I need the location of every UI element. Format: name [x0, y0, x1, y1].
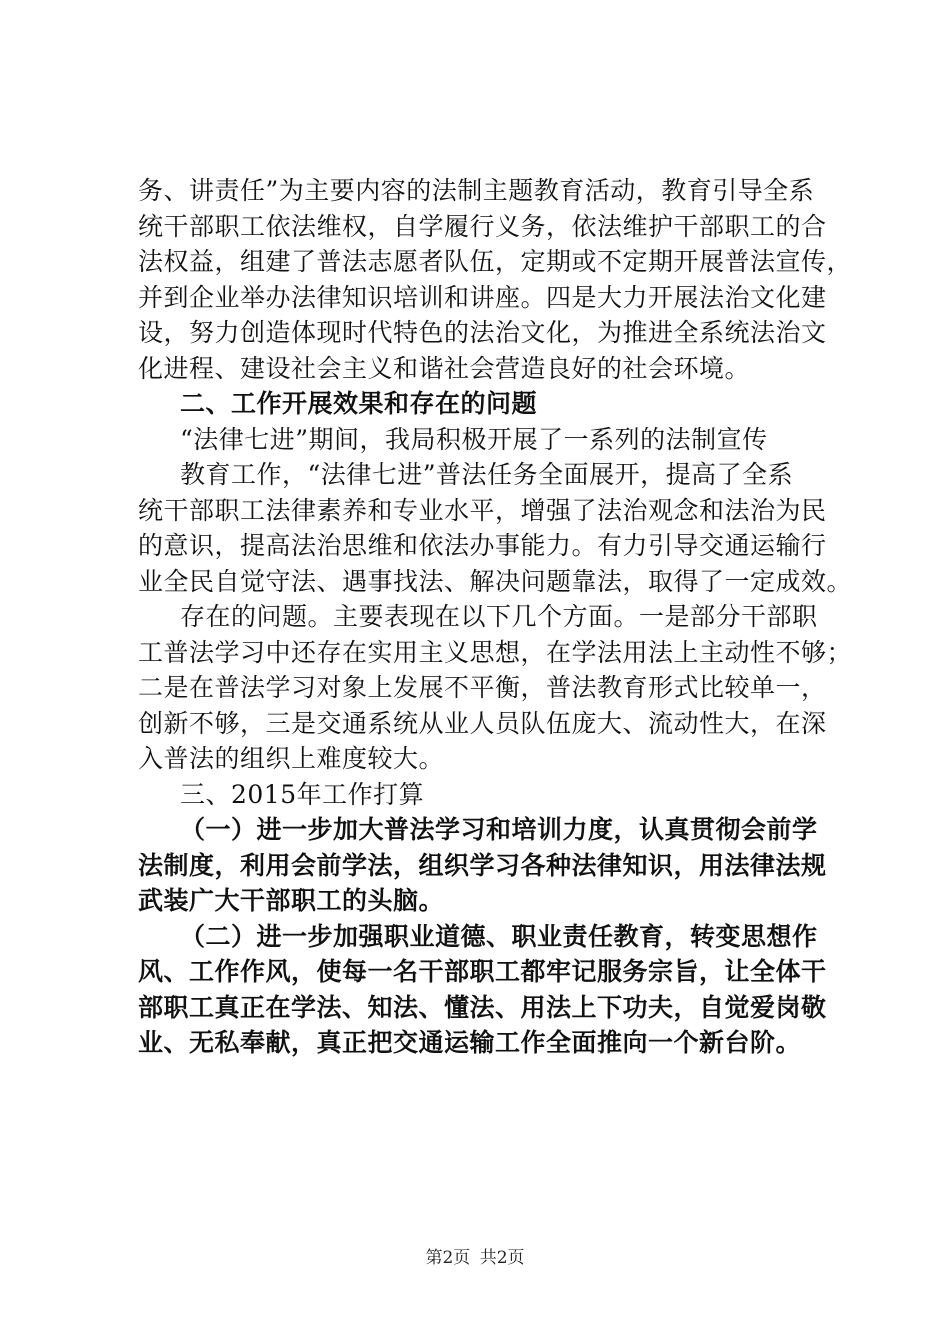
- body-line: 法权益，组建了普法志愿者队伍，定期或不定期开展普法宣传，: [138, 247, 853, 276]
- body-line: 并到企业举办法律知识培训和讲座。四是大力开展法治文化建: [138, 283, 827, 312]
- body-line: 统干部职工法律素养和专业水平，增强了法治观念和法治为民: [138, 496, 827, 525]
- section-heading: 三、2015年工作打算: [180, 780, 425, 809]
- body-line: 入普法的组织上难度较大。: [138, 744, 445, 773]
- page-total: 共2页: [479, 1248, 525, 1268]
- section-heading: 二、工作开展效果和存在的问题: [180, 389, 538, 418]
- body-line: 的意识，提高法治思维和依法办事能力。有力引导交通运输行: [138, 531, 827, 560]
- body-line: （二）进一步加强职业道德、职业责任教育，转变思想作: [180, 922, 818, 951]
- page-number: 第2页: [425, 1248, 471, 1268]
- body-line: 务、讲责任”为主要内容的法制主题教育活动，教育引导全系: [138, 176, 815, 205]
- body-line: 创新不够，三是交通系统从业人员队伍庞大、流动性大，在深: [138, 709, 827, 738]
- body-line: 风、工作作风，使每一名干部职工都牢记服务宗旨，让全体干: [138, 957, 827, 986]
- body-line: 业全民自觉守法、遇事找法、解决问题靠法，取得了一定成效。: [138, 567, 853, 596]
- body-line: （一）进一步加大普法学习和培训力度，认真贯彻会前学: [180, 815, 818, 844]
- body-line: 二是在普法学习对象上发展不平衡，普法教育形式比较单一，: [138, 673, 827, 702]
- body-line: 化进程、建设社会主义和谐社会营造良好的社会环境。: [138, 354, 751, 383]
- body-line: “法律七进”期间，我局积极开展了一系列的法制宣传: [180, 425, 768, 454]
- body-line: 工普法学习中还存在实用主义思想，在学法用法上主动性不够；: [138, 638, 853, 667]
- body-line: 武装广大干部职工的头脑。: [138, 886, 445, 915]
- body-line: 业、无私奉献，真正把交通运输工作全面推向一个新台阶。: [138, 1028, 802, 1057]
- body-line: 法制度，利用会前学法，组织学习各种法律知识，用法律法规: [138, 851, 827, 880]
- body-line: 统干部职工依法维权，自学履行义务，依法维护干部职工的合: [138, 212, 827, 241]
- body-line: 存在的问题。主要表现在以下几个方面。一是部分干部职: [180, 602, 818, 631]
- body-line: 部职工真正在学法、知法、懂法、用法上下功夫，自觉爱岗敬: [138, 993, 827, 1022]
- body-line: 教育工作，“法律七进”普法任务全面展开，提高了全系: [180, 460, 794, 489]
- page-footer: [0, 1243, 950, 1268]
- body-line: 设，努力创造体现时代特色的法治文化，为推进全系统法治文: [138, 318, 827, 347]
